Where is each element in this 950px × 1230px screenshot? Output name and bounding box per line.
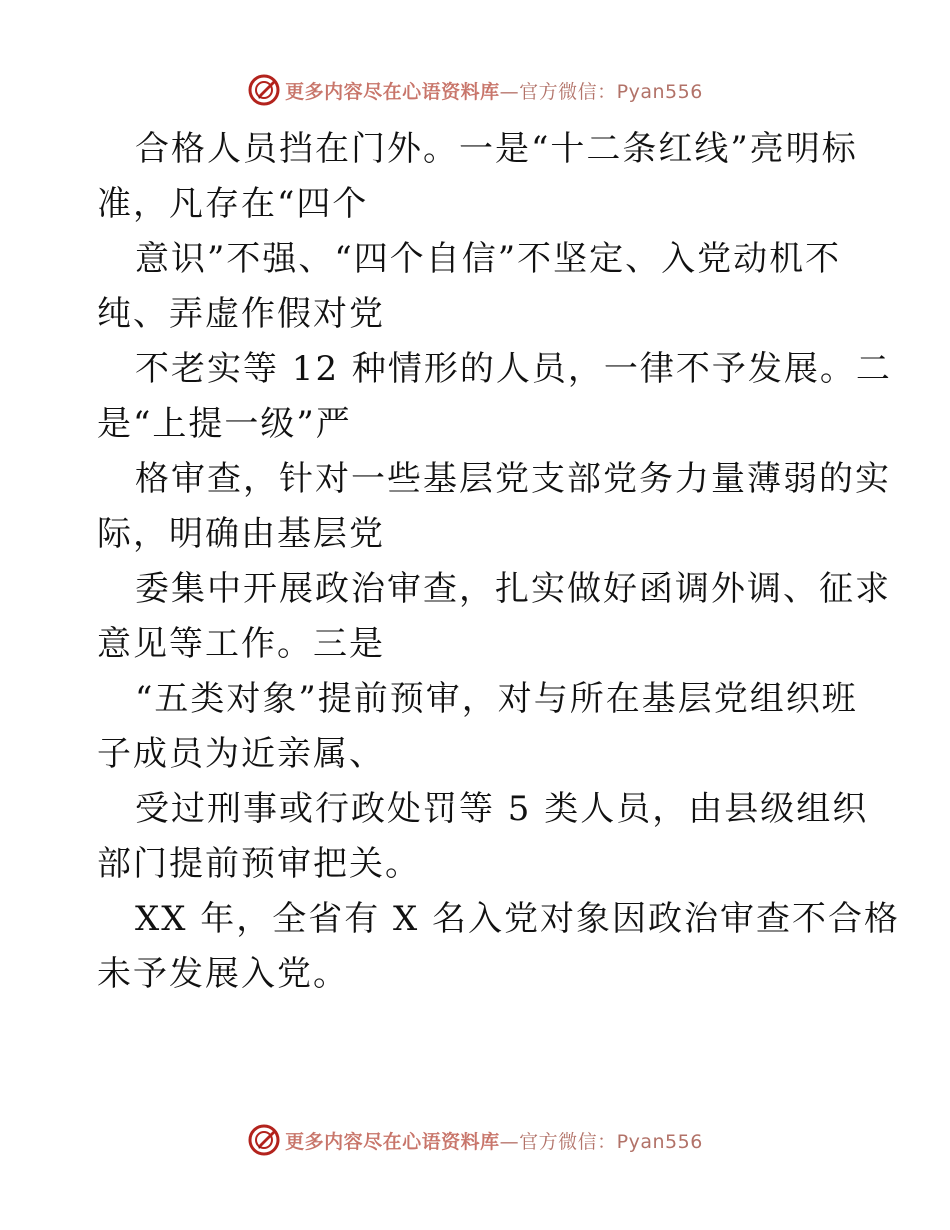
- body-text-line: 意见等工作。三是: [97, 624, 385, 664]
- body-text-line: 子成员为近亲属、: [97, 734, 385, 774]
- body-text-line: 不老实等 12 种情形的人员，一律不予发展。二: [135, 349, 892, 389]
- body-text-line: 合格人员挡在门外。一是“十二条红线”亮明标: [135, 129, 858, 169]
- header-banner-text: [285, 77, 703, 104]
- body-text-line: “五类对象”提前预审，对与所在基层党组织班: [135, 679, 858, 719]
- footer-banner: [0, 1120, 950, 1160]
- header-banner-separator: —: [499, 80, 520, 103]
- body-text-line: 部门提前预审把关。: [97, 844, 421, 884]
- body-text-line: 际，明确由基层党: [97, 514, 385, 554]
- body-text-line: 未予发展入党。: [97, 954, 349, 994]
- document-body: [97, 122, 901, 1002]
- body-text-line: 格审查，针对一些基层党支部党务力量薄弱的实: [135, 459, 891, 499]
- body-text-line: 意识”不强、“四个自信”不坚定、入党动机不: [135, 239, 842, 279]
- footer-banner-wechat: 官方微信：Pyan556: [519, 1130, 703, 1153]
- body-text-line: XX 年，全省有 X 名入党对象因政治审查不合格: [135, 899, 901, 939]
- body-text-line: 准，凡存在“四个: [97, 184, 369, 224]
- header-banner-title: 更多内容尽在心语资料库: [285, 80, 500, 103]
- body-text-line: 委集中开展政治审查，扎实做好函调外调、征求: [135, 569, 891, 609]
- brand-logo-icon: [247, 73, 281, 107]
- body-text-line: 纯、弄虚作假对党: [97, 294, 385, 334]
- header-banner-wechat: 官方微信：Pyan556: [519, 80, 703, 103]
- footer-banner-title: 更多内容尽在心语资料库: [285, 1130, 500, 1153]
- header-banner: [0, 70, 950, 110]
- footer-banner-text: [285, 1127, 703, 1154]
- body-text-line: 是“上提一级”严: [97, 404, 352, 444]
- body-text-line: 受过刑事或行政处罚等 5 类人员，由县级组织: [135, 789, 869, 829]
- footer-banner-separator: —: [499, 1130, 520, 1153]
- brand-logo-icon: [247, 1123, 281, 1157]
